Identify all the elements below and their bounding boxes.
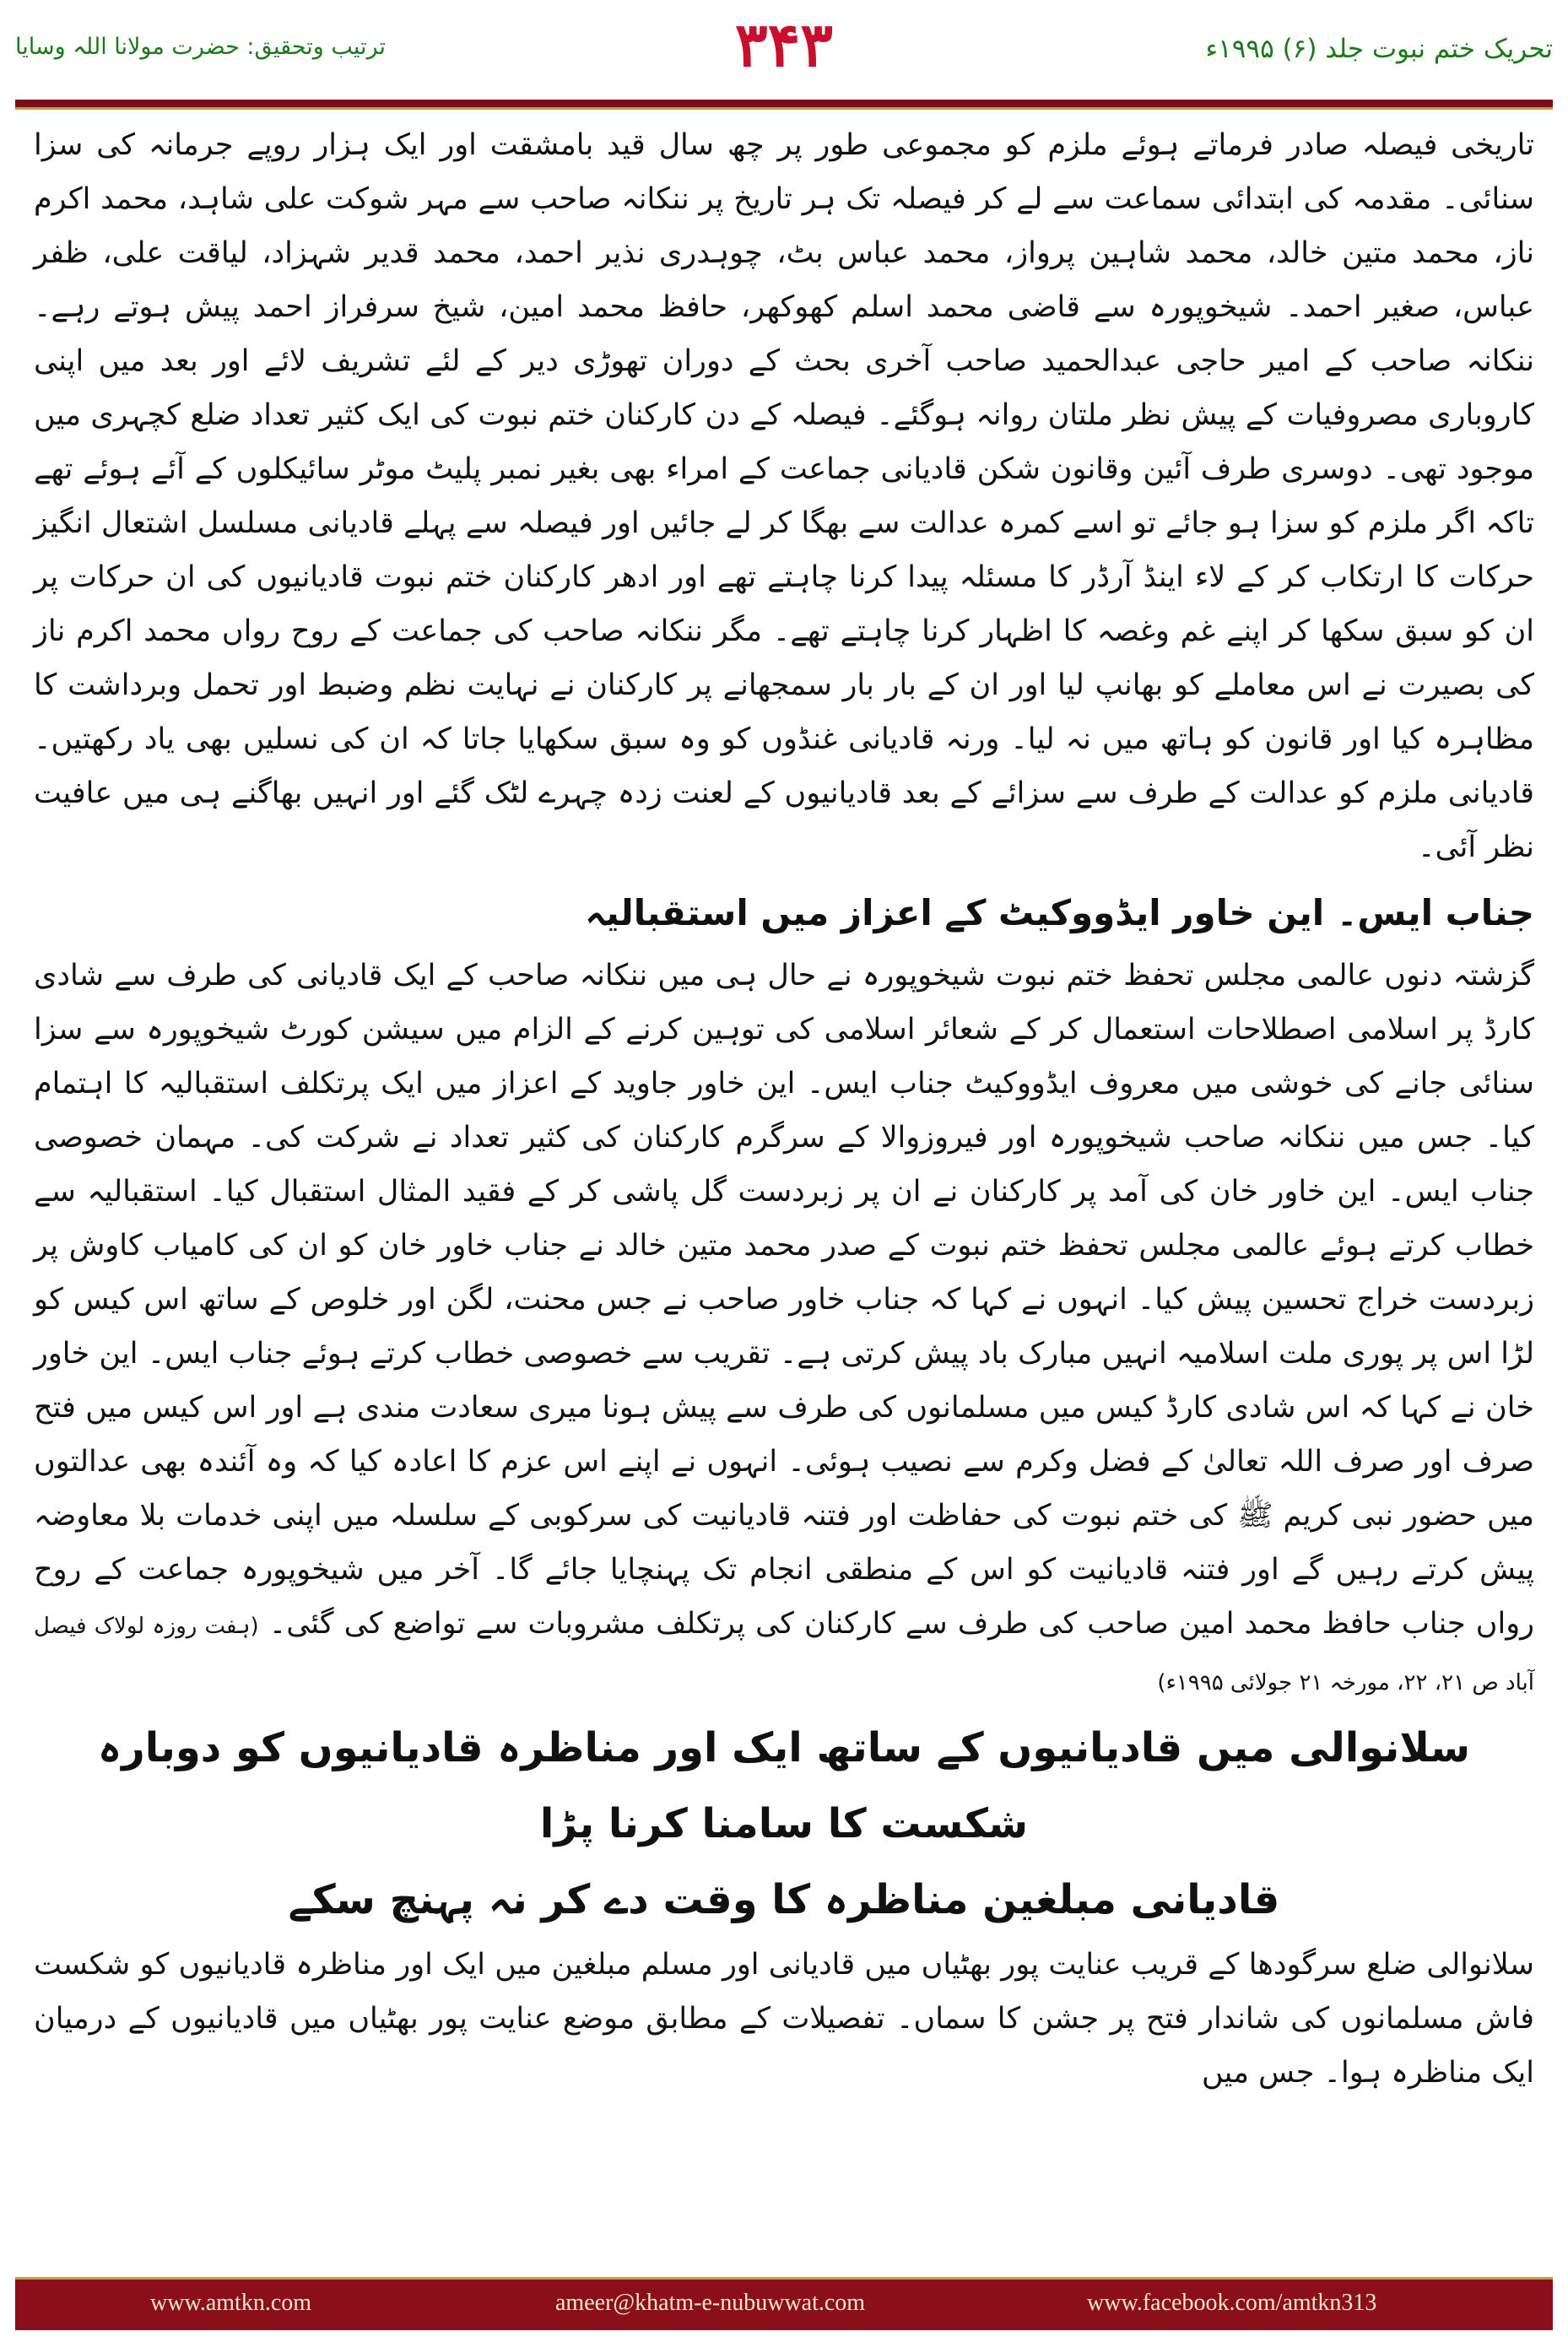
article2-citation: (ہفت روزہ لولاک فیصل آباد ص ۲۱، ۲۲، مورخہ ۲۱ جولائی ۱۹۹۵ء) [34, 1614, 1534, 1696]
page-header [15, 8, 1553, 110]
page-content [34, 118, 1534, 2241]
article1-body: تاریخی فیصلہ صادر فرماتے ہوئے ملزم کو مجموعی طور پر چھ سال قید بامشقت اور ایک ہزار روپے جرمانہ کی سزا سنائی۔ مقدمہ کی ابتدائی سماعت سے لے کر فیصلہ تک ہر تاریخ پر ننکانہ صاحب سے مہر شوکت علی شاہد، محمد اکرم ناز، محمد متین خالد، محمد شاہین پرواز، محمد عباس بٹ، چوہدری نذیر احمد، محمد قدیر شہزاد، لیاقت علی، ظفر عباس، صغیر احمد۔ شیخوپورہ سے قاضی محمد اسلم کھوکھر، حافظ محمد امین، شیخ سرفراز احمد پیش ہوتے رہے۔ ننکانہ صاحب کے امیر حاجی عبدالحمید صاحب آخری بحث کے دوران تھوڑی دیر کے لئے تشریف لائے اور بعد میں اپنی کاروباری مصروفیات کے پیش نظر ملتان روانہ ہوگئے۔ فیصلہ کے دن کارکنان ختم نبوت کی ایک کثیر تعداد ضلع کچہری میں موجود تھی۔ دوسری طرف آئین وقانون شکن قادیانی جماعت کے امراء بھی بغیر نمبر پلیٹ موٹر سائیکلوں کے آئے ہوئے تھے تاکہ اگر ملزم کو سزا ہو جائے تو اسے کمرہ عدالت سے بھگا کر لے جائیں اور فیصلہ سے پہلے قادیانی مسلسل اشتعال انگیز حرکات کا ارتکاب کر کے لاء اینڈ آرڈر کا مسئلہ پیدا کرنا چاہتے تھے اور ادھر کارکنان ختم نبوت قادیانیوں کی ان حرکات پر ان کو سبق سکھا کر اپنے غم وغصہ کا اظہار کرنا چاہتے تھے۔ مگر ننکانہ صاحب کی جماعت کے روح رواں محمد اکرم ناز کی بصیرت نے اس معاملے کو بھانپ لیا اور ان کے بار بار سمجھانے پر کارکنان نے نہایت نظم وضبط اور تحمل وبرداشت کا مظاہرہ کیا اور قانون کو ہاتھ میں نہ لیا۔ ورنہ قادیانی غنڈوں کو وہ سبق سکھایا جاتا کہ ان کی نسلیں بھی یاد رکھتیں۔ قادیانی ملزم کو عدالت کے طرف سے سزائے کے بعد قادیانیوں کے لعنت زدہ چہرے لٹک گئے اور انہیں بھاگنے ہی میں عافیت نظر آئی۔ [34, 128, 1534, 864]
article2-body [34, 949, 1534, 1710]
page-number: ۳۴۳ [734, 8, 833, 80]
page-footer [0, 2249, 1568, 2342]
email-link[interactable]: ameer@khatm-e-nubuwwat.com [555, 2290, 866, 2316]
article3-body: سلانوالی ضلع سرگودھا کے قریب عنایت پور بھٹیاں میں قادیانی اور مسلم مبلغین میں ایک اور مناظرہ قادیانیوں کو شکست فاش مسلمانوں کی شاندار فتح پر جشن کا سماں۔ تفصیلات کے مطابق موضع عنایت پور بھٹیاں میں قادیانیوں کے درمیان ایک مناظرہ ہوا۔ جس میں [34, 1948, 1534, 2090]
article3-heading-2: قادیانی مبلغین مناظرہ کا وقت دے کر نہ پہنچ سکے [288, 1876, 1280, 1923]
footer-bar [15, 2277, 1553, 2330]
article2-text: گزشتہ دنوں عالمی مجلس تحفظ ختم نبوت شیخوپورہ نے حال ہی میں ننکانہ صاحب کے ایک قادیانی کی طرف سے شادی کارڈ پر اسلامی اصطلاحات استعمال کر کے شعائر اسلامی کی توہین کرنے کے الزام میں سیشن کورٹ شیخوپورہ سے سزا سنائی جانے کی خوشی میں معروف ایڈووکیٹ جناب ایس۔ این خاور جاوید کے اعزاز میں ایک پرتکلف استقبالیہ کا اہتمام کیا۔ جس میں ننکانہ صاحب شیخوپورہ اور فیروزوالا کے سرگرم کارکنان کی کثیر تعداد نے شرکت کی۔ مہمان خصوصی جناب ایس۔ این خاور خان کی آمد پر کارکنان نے ان پر زبردست گل پاشی کر کے فقید المثال استقبال کیا۔ استقبالیہ سے خطاب کرتے ہوئے عالمی مجلس تحفظ ختم نبوت کے صدر محمد متین خالد نے جناب خاور خان کو ان کی کامیاب کاوش پر زبردست خراج تحسین پیش کیا۔ انہوں نے کہا کہ جناب خاور صاحب نے جس محنت، لگن اور خلوص کے ساتھ اس کیس کو لڑا اس پر پوری ملت اسلامیہ انہیں مبارک باد پیش کرتی ہے۔ تقریب سے خصوصی خطاب کرتے ہوئے جناب ایس۔ این خاور خان نے کہا کہ اس شادی کارڈ کیس میں مسلمانوں کی طرف سے پیش ہونا میری سعادت مندی ہے اور اس کیس میں فتح صرف اور صرف اللہ تعالیٰ کے فضل وکرم سے نصیب ہوئی۔ انہوں نے اپنے اس عزم کا اعادہ کیا کہ وہ آئندہ بھی عدالتوں میں حضور نبی کریم ﷺ کی ختم نبوت کی حفاظت اور فتنہ قادیانیت کی سرکوبی کے سلسلہ میں اپنی خدمات بلا معاوضہ پیش کرتے رہیں گے اور فتنہ قادیانیت کو اس کے منطقی انجام تک پہنچایا جائے گا۔ آخر میں شیخوپورہ جماعت کے روح رواں جناب حافظ محمد امین صاحب کی طرف سے کارکنان کی پرتکلف مشروبات سے تواضع کی گئی۔ [34, 959, 1534, 1641]
header-divider [15, 100, 1553, 110]
facebook-link[interactable]: www.facebook.com/amtkn313 [1087, 2290, 1377, 2316]
website-link[interactable]: www.amtkn.com [150, 2290, 312, 2316]
compiler-credit: ترتیب وتحقیق: حضرت مولانا اللہ وسایا [15, 34, 386, 60]
article2-heading: جناب ایس۔ این خاور ایڈووکیٹ کے اعزاز میں استقبالیہ [585, 892, 1534, 933]
book-title: تحریک ختم نبوت جلد (۶) ۱۹۹۵ء [1205, 34, 1553, 64]
article3-heading-1: سلانوالی میں قادیانیوں کے ساتھ ایک اور مناظرہ قادیانیوں کو دوبارہ شکست کا سامنا کرنا پڑا [98, 1724, 1470, 1847]
